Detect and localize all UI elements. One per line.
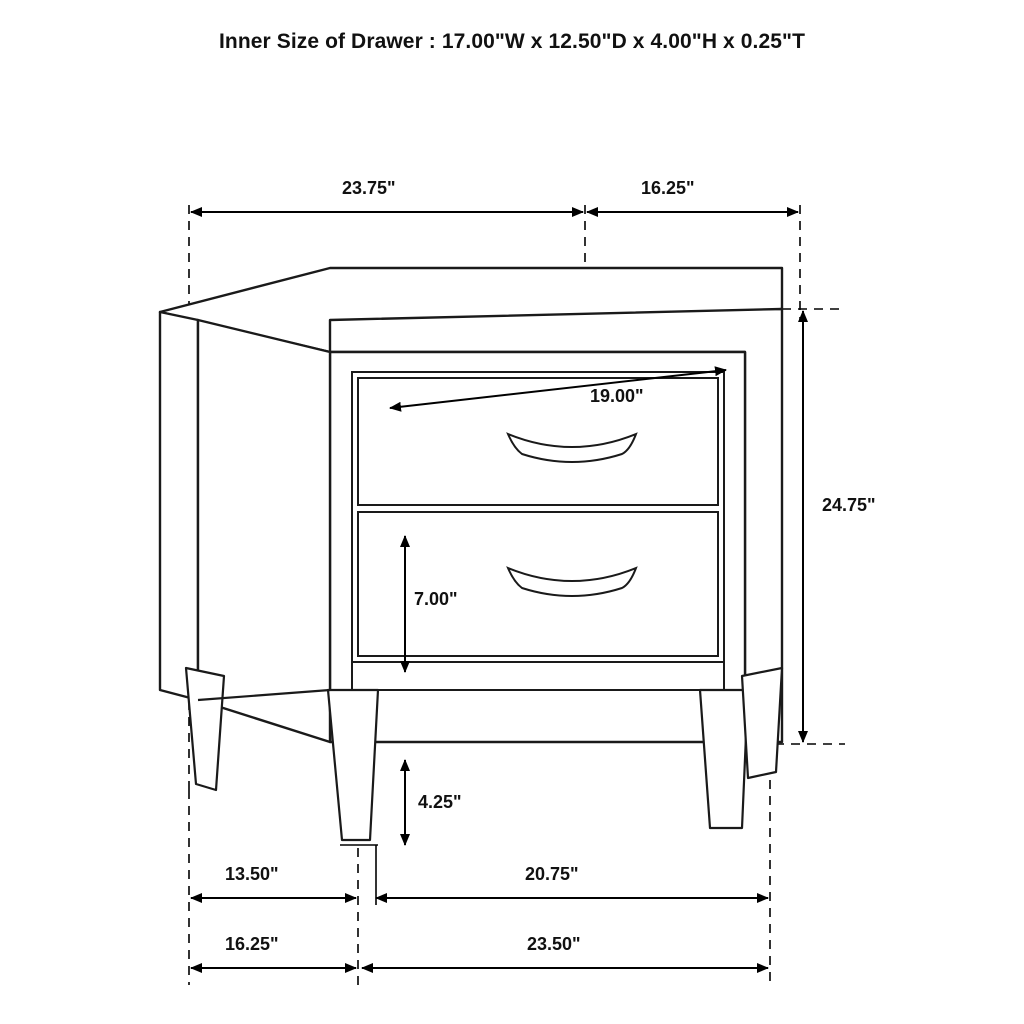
left-side-panel (160, 312, 198, 700)
dim-label-leg-height: 4.25" (418, 792, 462, 812)
dim-label-foot-left-depth: 16.25" (225, 934, 279, 954)
dim-label-top-right-depth: 16.25" (641, 178, 695, 198)
dim-label-foot-right-width: 23.50" (527, 934, 581, 954)
leg-front-left (328, 690, 378, 840)
page-title: Inner Size of Drawer : 17.00"W x 12.50"D x 4.00"H x 0.25"T (218, 30, 806, 53)
drawer-front-top (358, 378, 718, 505)
base-rail (352, 662, 724, 690)
dim-label-drawer-width: 19.00" (590, 386, 644, 406)
dim-label-base-right-width: 20.75" (525, 864, 579, 884)
leg-back-left (186, 668, 224, 790)
leg-back-right (742, 668, 782, 778)
leg-front-right (700, 690, 748, 828)
dim-label-case-height: 24.75" (822, 495, 876, 515)
dim-label-drawer-height: 7.00" (414, 589, 458, 609)
dim-label-base-left-depth: 13.50" (225, 864, 279, 884)
drawer-fronts (352, 372, 724, 690)
dim-label-top-left-width: 23.75" (342, 178, 396, 198)
